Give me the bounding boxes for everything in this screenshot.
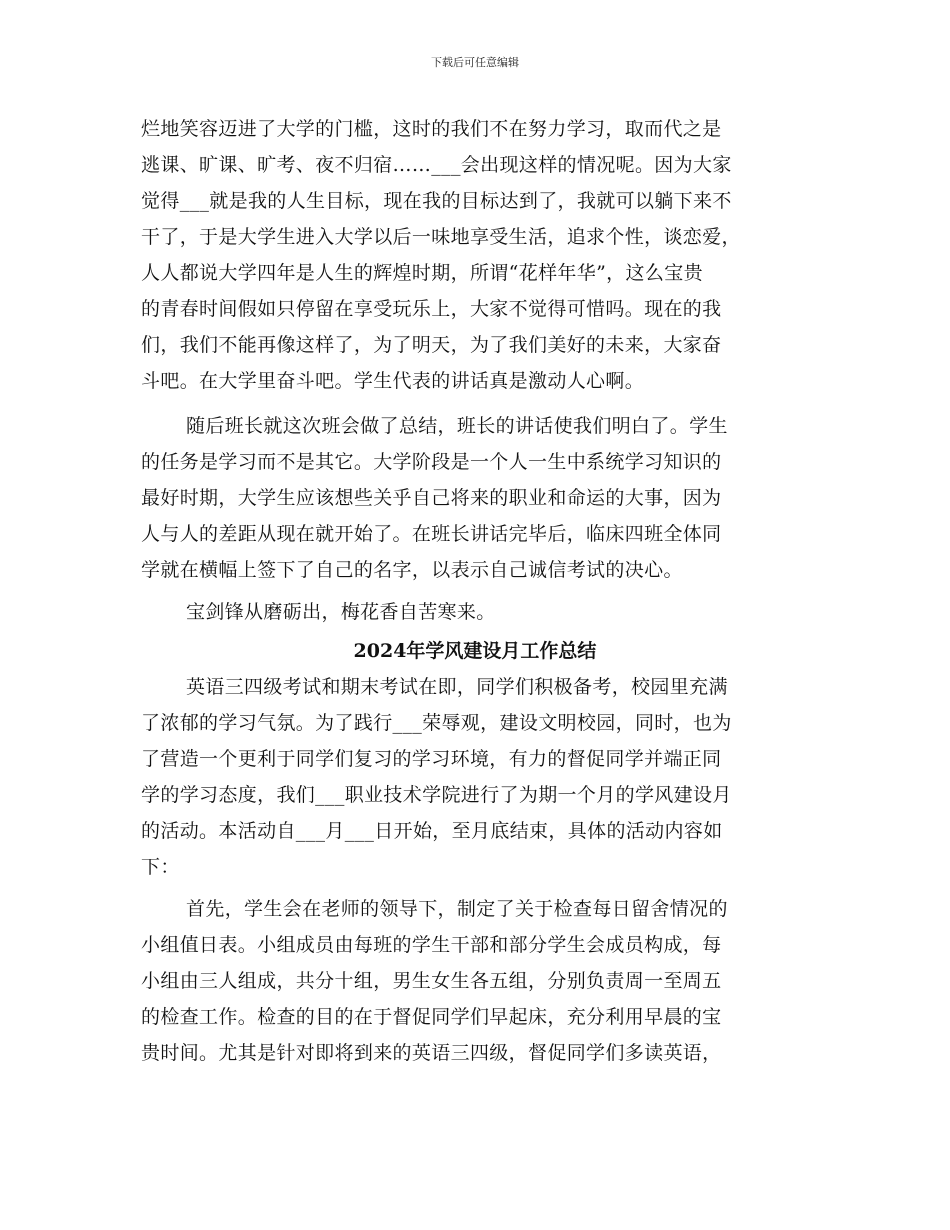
text-line: 学就在横幅上签下了自己的名字，以表示自己诚信考试的决心。 bbox=[141, 559, 683, 581]
text-line: 的青春时间假如只停留在享受玩乐上，大家不觉得可惜吗。现在的我 bbox=[141, 298, 722, 320]
text-line: 人人都说大学四年是人生的辉煌时期，所谓“花样年华”，这么宝贵 bbox=[141, 262, 703, 284]
text-line: 的活动。本活动自___月___日开始，至月底结束，具体的活动内容如 bbox=[141, 820, 723, 842]
text-line: 觉得___就是我的人生目标，现在我的目标达到了，我就可以躺下来不 bbox=[141, 190, 732, 212]
page-header: 下载后可任意编辑 bbox=[431, 56, 519, 69]
text-line: 下： bbox=[141, 856, 180, 878]
text-line: 小组值日表。小组成员由每班的学生干部和部分学生会成员构成，每 bbox=[141, 934, 722, 956]
text-line: 斗吧。在大学里奋斗吧。学生代表的讲话真是激动人心啊。 bbox=[141, 370, 645, 392]
text-line: 随后班长就这次班会做了总结，班长的讲话使我们明白了。学生 bbox=[186, 415, 728, 437]
text-line: 的任务是学习而不是其它。大学阶段是一个人一生中系统学习知识的 bbox=[141, 451, 722, 473]
text-line: 人与人的差距从现在就开始了。在班长讲话完毕后，临床四班全体同 bbox=[141, 523, 722, 545]
text-line: 烂地笑容迈进了大学的门槛，这时的我们不在努力学习，取而代之是 bbox=[141, 118, 722, 140]
text-line: 了营造一个更利于同学们复习的学习环境，有力的督促同学并端正同 bbox=[141, 748, 722, 770]
text-line: 贵时间。尤其是针对即将到来的英语三四级，督促同学们多读英语， bbox=[141, 1042, 722, 1064]
text-line: 了浓郁的学习气氛。为了践行___荣辱观，建设文明校园，同时，也为 bbox=[141, 712, 732, 734]
text-line: 英语三四级考试和期末考试在即，同学们积极备考，校园里充满 bbox=[186, 676, 728, 698]
text-line: 逃课、旷课、旷考、夜不归宿……___会出现这样的情况呢。因为大家 bbox=[141, 154, 732, 176]
text-line: 们，我们不能再像这样了，为了明天，为了我们美好的未来，大家奋 bbox=[141, 334, 722, 356]
text-line: 干了，于是大学生进入大学以后一味地享受生活，追求个性，谈恋爱， bbox=[141, 226, 741, 248]
text-line: 小组由三人组成，共分十组，男生女生各五组，分别负责周一至周五 bbox=[141, 970, 722, 992]
text-line: 最好时期，大学生应该想些关乎自己将来的职业和命运的大事，因为 bbox=[141, 487, 722, 509]
section-title: 2024年学风建设月工作总结 bbox=[353, 640, 597, 662]
text-line: 的检查工作。检查的目的在于督促同学们早起床，充分利用早晨的宝 bbox=[141, 1006, 722, 1028]
text-line: 宝剑锋从磨砺出，梅花香自苦寒来。 bbox=[186, 601, 496, 623]
text-line: 首先，学生会在老师的领导下，制定了关于检查每日留舍情况的 bbox=[186, 898, 728, 920]
text-line: 学的学习态度，我们___职业技术学院进行了为期一个月的学风建设月 bbox=[141, 784, 732, 806]
